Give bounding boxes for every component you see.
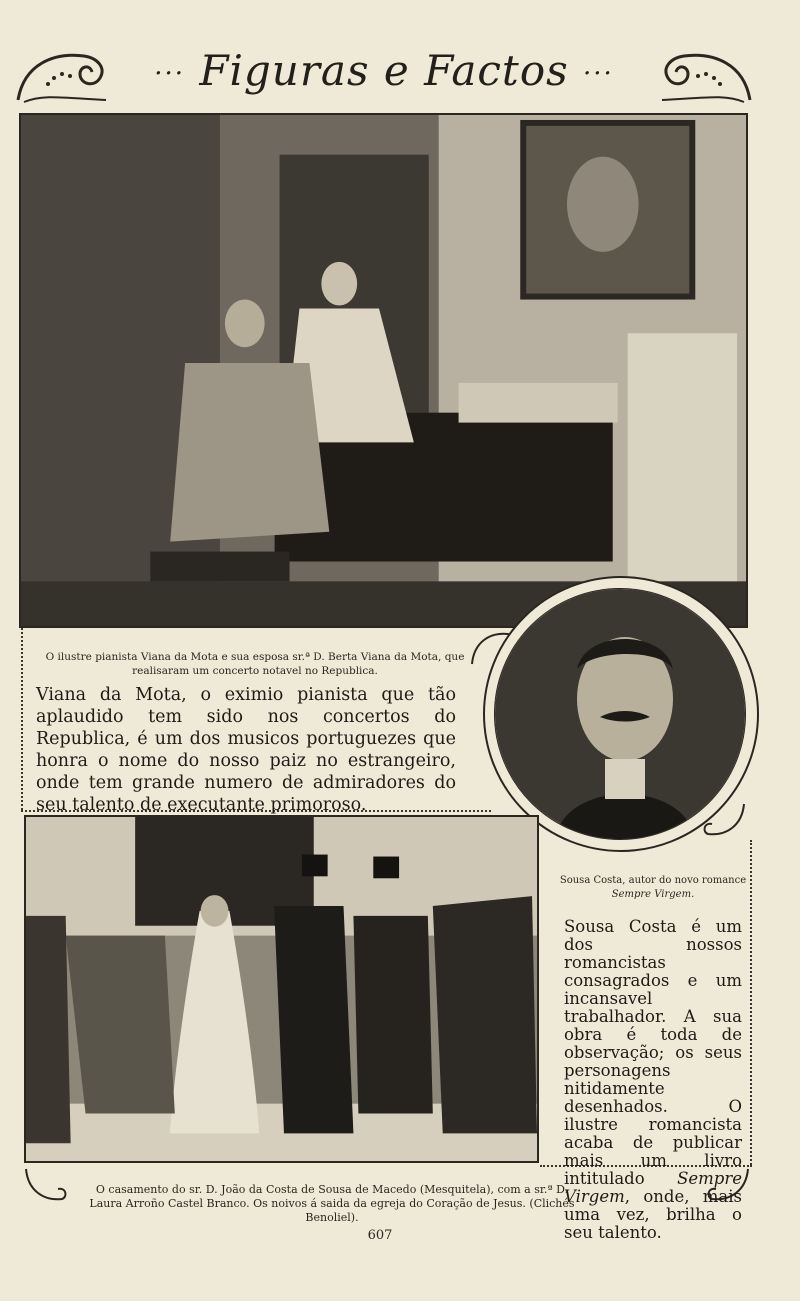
- left-ornament-icon: [14, 44, 110, 108]
- portrait-caption: [558, 874, 748, 902]
- wedding-photo-caption: O casamento do sr. D. João da Costa de Sousa de Macedo (Mesquitela), com a sr.ª D. Laura Arroño Castel Branco. Os noivos á saida da egreja do Coração de Jesus. (Clichés Benoliel).: [89, 1183, 575, 1224]
- right-ornament-icon: [658, 44, 754, 108]
- sousa-costa-portrait: [494, 588, 746, 840]
- page-header: [14, 40, 754, 110]
- sousa-costa-article-text: [564, 918, 742, 1242]
- portrait-image: [495, 589, 745, 839]
- sousa-article-text-end: , onde, mais uma vez, brilha o seu talento.: [564, 1187, 742, 1242]
- frame-dotted-left: [21, 628, 23, 810]
- wedding-photo-image: [26, 817, 537, 1161]
- portrait-caption-book-title: Sempre Virgem.: [611, 889, 695, 900]
- portrait-caption-text: Sousa Costa, autor do novo romance: [559, 875, 747, 886]
- corner-ornament-icon: [22, 1165, 70, 1205]
- title-dots-right: ···: [583, 59, 614, 89]
- page-number: 607: [367, 1228, 393, 1243]
- frame-dotted-right: [750, 840, 752, 1165]
- page-title: [124, 46, 644, 95]
- wedding-photo: [24, 815, 539, 1163]
- sousa-article-book-title: Sempre Virgem: [564, 1169, 742, 1206]
- title-text: Figuras e Factos: [199, 46, 569, 95]
- viana-article-text: Viana da Mota, o eximio pianista que tão aplaudido tem sido nos concertos do Republica, é um dos musicos portuguezes que honra o nome do nosso paiz no estrangeiro, onde tem grande numero de admiradores do seu talento de executante primoroso.: [36, 685, 456, 815]
- sousa-article-text-start: Sousa Costa é um dos nossos romancistas consagrados e um incansavel trabalhador. A sua obra é toda de observação; os seus personagens nitidamente desenhados. O ilustre romancista acaba de publicar mais um livro intitulado: [564, 917, 742, 1188]
- pianist-photo: [19, 113, 748, 628]
- title-dots-left: ···: [154, 59, 185, 89]
- pianist-photo-image: [21, 115, 746, 626]
- pianist-photo-caption: O ilustre pianista Viana da Mota e sua esposa sr.ª D. Berta Viana da Mota, que realisaram um concerto notavel no Republica.: [45, 651, 465, 677]
